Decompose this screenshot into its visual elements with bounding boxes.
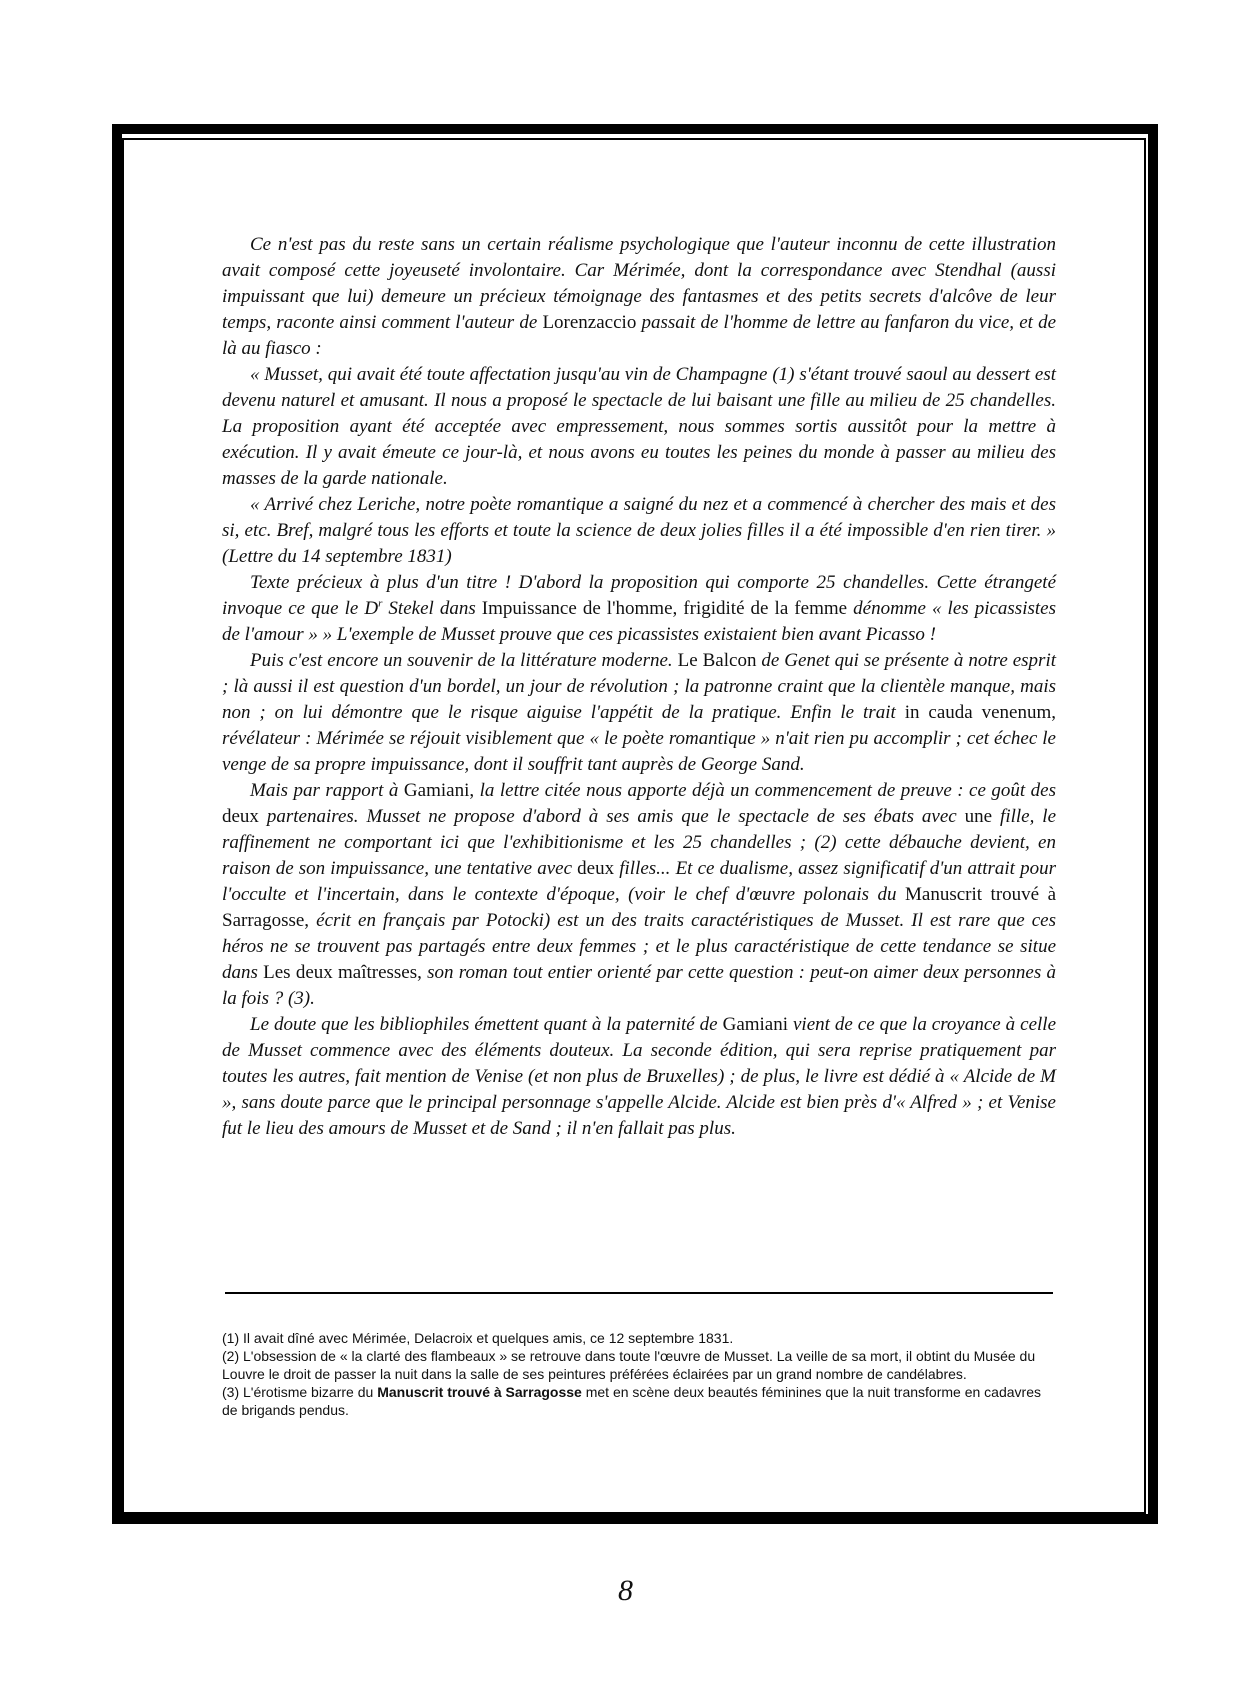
page-number: 8: [618, 1574, 633, 1607]
latin-phrase: in cauda venenum,: [904, 702, 1056, 723]
book-title: Les deux maîtresses,: [263, 962, 422, 983]
text-run: la lettre citée nous apporte déjà un commencement de preuve : ce goût des: [474, 780, 1056, 801]
text-run: Mais par rapport à: [250, 780, 404, 801]
book-title: Impuissance de l'homme, frigidité de la femme: [481, 598, 848, 619]
main-text: [222, 232, 1056, 1142]
emphasized-word: deux: [577, 858, 615, 879]
text-run: de Genet qui se présente à notre esprit ; là aussi il est question d'un bordel, un jour de révolution ; la patronne craint que la clientèle manque, mais non ; on lui démontre que le risque aiguise l'appétit de la pratique. Enfin le trait: [222, 650, 1057, 723]
footnote-1: (1) Il avait dîné avec Mérimée, Delacroix et quelques amis, ce 12 septembre 1831.: [222, 1330, 734, 1346]
text-run: dénomme « les picassistes de l'amour » » L'exemple de Musset prouve que ces picassistes existaient bien avant Picasso !: [222, 598, 1056, 645]
text-run: révélateur : Mérimée se réjouit visiblement que « le poète romantique » n'ait rien pu accomplir ; cet échec le venge de sa propre impuissance, dont il souffrit tant auprès de George Sand.: [222, 728, 1056, 775]
paragraph-3: « Arrivé chez Leriche, notre poète romantique a saigné du nez et a commencé à chercher des mais et des si, etc. Bref, malgré tous les efforts et toute la science de deux jolies filles il a été impossible d'en rien tirer. » (Lettre du 14 septembre 1831): [222, 494, 1056, 567]
footnotes: [222, 1329, 1056, 1419]
book-title: Gamiani,: [403, 780, 475, 801]
book-title: Le Balcon: [677, 650, 757, 671]
text-run: (3) L'érotisme bizarre du: [222, 1384, 378, 1400]
text-run: fille, le raffinement ne comportant ici que l'exhibitionisme et les 25 chandelles ; (2) cette débauche devient, en raison de son impuissance, une tentative avec: [222, 806, 1056, 879]
text-run: passait de l'homme de lettre au fanfaron du vice, et de là au fiasco :: [222, 312, 1056, 359]
text-run: met en scène deux beautés féminines que la nuit transforme en cadavres de brigands pendus.: [222, 1384, 1041, 1418]
paragraph-7: [222, 1012, 1056, 1142]
footnote-separator: [225, 1292, 1053, 1294]
book-title: Manuscrit trouvé à Sarragosse: [377, 1384, 582, 1400]
paragraph-2: « Musset, qui avait été toute affectation jusqu'au vin de Champagne (1) s'étant trouvé saoul au dessert est devenu naturel et amusant. Il nous a proposé le spectacle de lui baisant une fille au milieu de 25 chandelles. La proposition ayant été acceptée avec empressement, nous sommes sortis aussitôt pour la mettre à exécution. Il y avait émeute ce jour-là, et nous avons eu toutes les peines du monde à passer au milieu des masses de la garde nationale.: [222, 364, 1056, 489]
paragraph-1: [222, 232, 1056, 362]
text-run: partenaires. Musset ne propose d'abord à ses amis que le spectacle de ses ébats avec: [258, 806, 965, 827]
text-run: son roman tout entier orienté par cette question : peut-on aimer deux personnes à la fois ? (3).: [222, 962, 1056, 1009]
footnote-2: (2) L'obsession de « la clarté des flambeaux » se retrouve dans toute l'œuvre de Musset. La veille de sa mort, il obtint du Musée du Louvre le droit de passer la nuit dans la salle de ses peintures préférées éclairées par un grand nombre de candélabres.: [222, 1348, 1036, 1382]
paragraph-5: [222, 648, 1056, 778]
superscript: r: [378, 597, 383, 610]
text-run: Ce n'est pas du reste sans un certain réalisme psychologique que l'auteur inconnu de cette illustration avait composé cette joyeuseté involontaire. Car Mérimée, dont la correspondance avec Stendhal (aussi impuissant que lui) demeure un précieux témoignage des fantasmes et des petits secrets d'alcôve de leur temps, raconte ainsi comment l'auteur de: [222, 234, 1056, 333]
text-run: vient de ce que la croyance à celle de Musset commence avec des éléments douteux. La seconde édition, qui sera reprise pratiquement par toutes les autres, fait mention de Venise (et non plus de Bruxelles) ; de plus, le livre est dédié à « Alcide de M », sans doute parce que le principal personnage s'appelle Alcide. Alcide est bien près d'« Alfred » ; et Venise fut le lieu des amours de Musset et de Sand ; il n'en fallait pas plus.: [222, 1014, 1057, 1139]
text-run: écrit en français par Potocki) est un des traits caractéristiques de Musset. Il est rare que ces héros ne se trouvent pas partagés entre deux femmes ; et le plus caractéristique de cette tendance se situe dans: [222, 910, 1056, 983]
book-title: Manuscrit trouvé à Sarragosse,: [222, 884, 1056, 931]
emphasized-word: une: [964, 806, 993, 827]
footnote-3: [222, 1383, 1056, 1419]
text-run: filles... Et ce dualisme, assez significatif d'un attrait pour l'occulte et l'incertain, dans le contexte d'époque, (voir le chef d'œuvre polonais du: [222, 858, 1056, 905]
book-title: Gamiani: [722, 1014, 789, 1035]
paragraph-4: [222, 570, 1056, 648]
emphasized-word: deux: [222, 806, 259, 827]
text-run: Texte précieux à plus d'un titre ! D'abord la proposition qui comporte 25 chandelles. Cette étrangeté invoque ce que le D: [222, 572, 1056, 619]
text-run: Puis c'est encore un souvenir de la littérature moderne.: [250, 650, 678, 671]
text-run: Le doute que les bibliophiles émettent quant à la paternité de: [250, 1014, 723, 1035]
book-title: Lorenzaccio: [542, 312, 637, 333]
text-run: Stekel dans: [382, 598, 482, 619]
paragraph-6: [222, 778, 1056, 1012]
